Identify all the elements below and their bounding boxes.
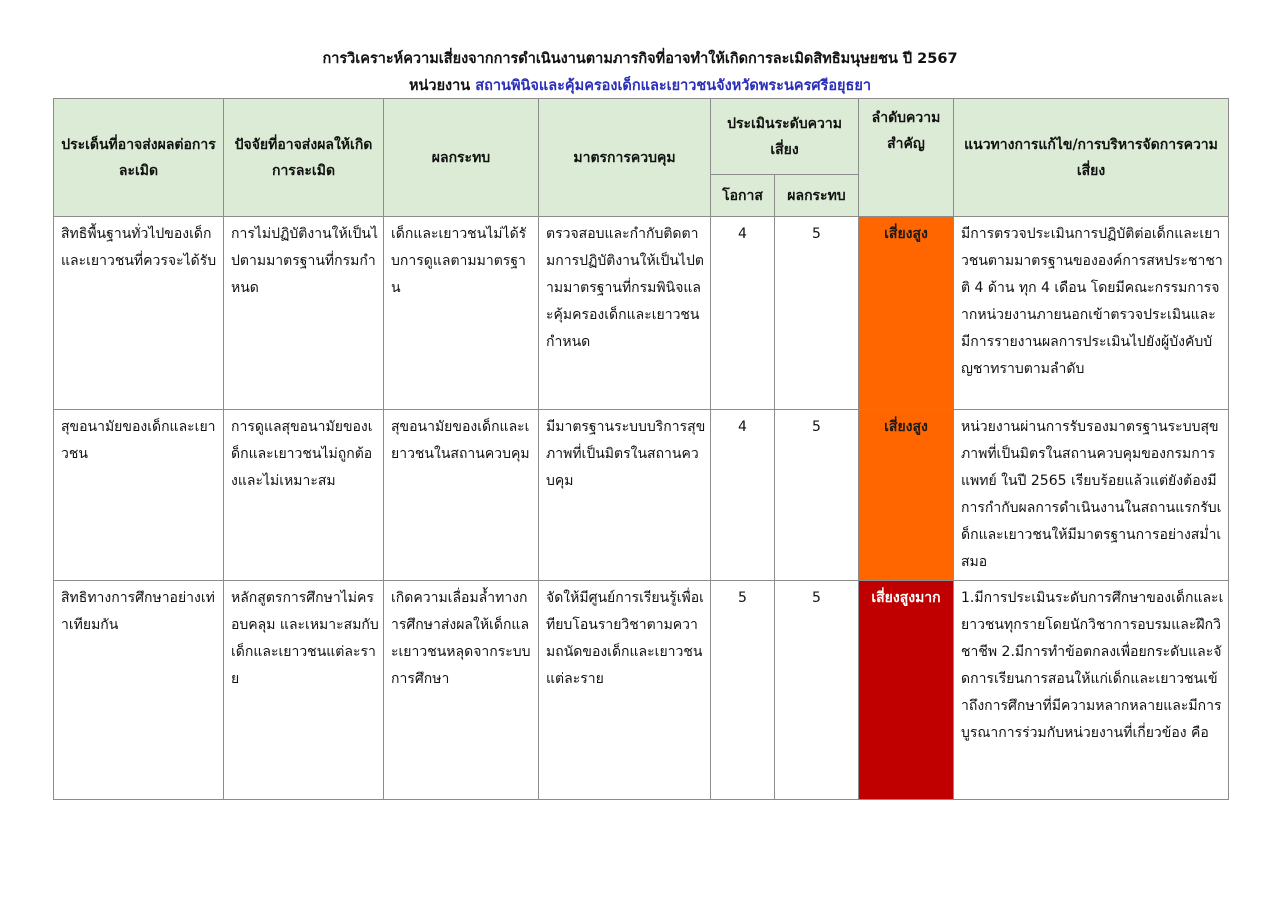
- cell-likelihood: 5: [711, 581, 775, 800]
- cell-solution: 1.มีการประเมินระดับการศึกษาของเด็กและเยาวชนทุกรายโดยนักวิชาการอบรมและฝึกวิชาชีพ 2.มีการทำข้อตกลงเพื่อยกระดับและจัดการเรียนการสอนให้แก่เด็กและเยาวชนเข้าถึงการศึกษาที่มีความหลากหลายและมีการบูรณาการร่วมกับหน่วยงานที่เกี่ยวข้อง คือ: [954, 581, 1229, 800]
- cell-factor: หลักสูตรการศึกษาไม่ครอบคลุม และเหมาะสมกับเด็กและเยาวชนแต่ละราย: [224, 581, 384, 800]
- header-solution: แนวทางการแก้ไข/การบริหารจัดการความเสี่ยง: [954, 99, 1229, 217]
- header-impact: ผลกระทบ: [384, 99, 539, 217]
- cell-factor: การดูแลสุขอนามัยของเด็กและเยาวชนไม่ถูกต้องและไม่เหมาะสม: [224, 410, 384, 581]
- header-factor: ปัจจัยที่อาจส่งผลให้เกิดการละเมิด: [224, 99, 384, 217]
- cell-issue: สิทธิพื้นฐานทั่วไปของเด็กและเยาวชนที่ควรจะได้รับ: [54, 217, 224, 410]
- cell-impact: เด็กและเยาวชนไม่ได้รับการดูแลตามมาตรฐาน: [384, 217, 539, 410]
- header-priority: ลำดับความสำคัญ: [859, 99, 954, 217]
- header-risk-assessment: ประเมินระดับความเสี่ยง: [711, 99, 859, 175]
- cell-solution: มีการตรวจประเมินการปฏิบัติต่อเด็กและเยาวชนตามมาตรฐานขององค์การสหประชาชาติ 4 ด้าน ทุก 4 เดือน โดยมีคณะกรรมการจากหน่วยงานภายนอกเข้าตรวจประเมินและมีการรายงานผลการประเมินไปยังผู้บังคับบัญชาทราบตามลำดับ: [954, 217, 1229, 410]
- cell-impact: เกิดความเลื่อมล้ำทางการศึกษาส่งผลให้เด็กและเยาวชนหลุดจากระบบการศึกษา: [384, 581, 539, 800]
- cell-solution: หน่วยงานผ่านการรับรองมาตรฐานระบบสุขภาพที่เป็นมิตรในสถานควบคุมของกรมการแพทย์ ในปี 2565 เรียบร้อยแล้วแต่ยังต้องมีการกำกับผลการดำเนินงานในสถานแรกรับเด็กและเยาวชนให้มีมาตรฐานการอย่างสม่ำเสมอ: [954, 410, 1229, 581]
- cell-issue: สุขอนามัยของเด็กและเยาวชน: [54, 410, 224, 581]
- header-severity: ผลกระทบ: [775, 175, 859, 217]
- cell-priority-badge: เสี่ยงสูง: [859, 410, 954, 581]
- document-subtitle: [0, 75, 1280, 97]
- cell-control: มีมาตรฐานระบบบริการสุขภาพที่เป็นมิตรในสถานควบคุม: [539, 410, 711, 581]
- unit-name: สถานพินิจและคุ้มครองเด็กและเยาวชนจังหวัดพระนครศรีอยุธยา: [475, 78, 872, 94]
- cell-control: จัดให้มีศูนย์การเรียนรู้เพื่อเทียบโอนรายวิชาตามความถนัดของเด็กและเยาวชนแต่ละราย: [539, 581, 711, 800]
- cell-priority-badge: เสี่ยงสูง: [859, 217, 954, 410]
- header-likelihood: โอกาส: [711, 175, 775, 217]
- header-control: มาตรการควบคุม: [539, 99, 711, 217]
- cell-severity: 5: [775, 217, 859, 410]
- cell-priority-badge: เสี่ยงสูงมาก: [859, 581, 954, 800]
- document-title: [0, 48, 1280, 70]
- cell-likelihood: 4: [711, 217, 775, 410]
- unit-label: หน่วยงาน: [408, 78, 471, 94]
- table-row: [54, 410, 1229, 581]
- cell-factor: การไม่ปฏิบัติงานให้เป็นไปตามมาตรฐานที่กรมกำหนด: [224, 217, 384, 410]
- table-row: [54, 581, 1229, 800]
- header-issue: ประเด็นที่อาจส่งผลต่อการละเมิด: [54, 99, 224, 217]
- cell-severity: 5: [775, 410, 859, 581]
- table-row: [54, 217, 1229, 410]
- cell-likelihood: 4: [711, 410, 775, 581]
- cell-impact: สุขอนามัยของเด็กและเยาวชนในสถานควบคุม: [384, 410, 539, 581]
- risk-analysis-table: [53, 98, 1229, 800]
- cell-severity: 5: [775, 581, 859, 800]
- cell-issue: สิทธิทางการศึกษาอย่างเท่าเทียมกัน: [54, 581, 224, 800]
- cell-control: ตรวจสอบและกำกับติดตามการปฏิบัติงานให้เป็นไปตามมาตรฐานที่กรมพินิจและคุ้มครองเด็กและเยาวชนกำหนด: [539, 217, 711, 410]
- document-title-text: การวิเคราะห์ความเสี่ยงจากการดำเนินงานตามภารกิจที่อาจทำให้เกิดการละเมิดสิทธิมนุษยชน ปี 2567: [322, 51, 958, 67]
